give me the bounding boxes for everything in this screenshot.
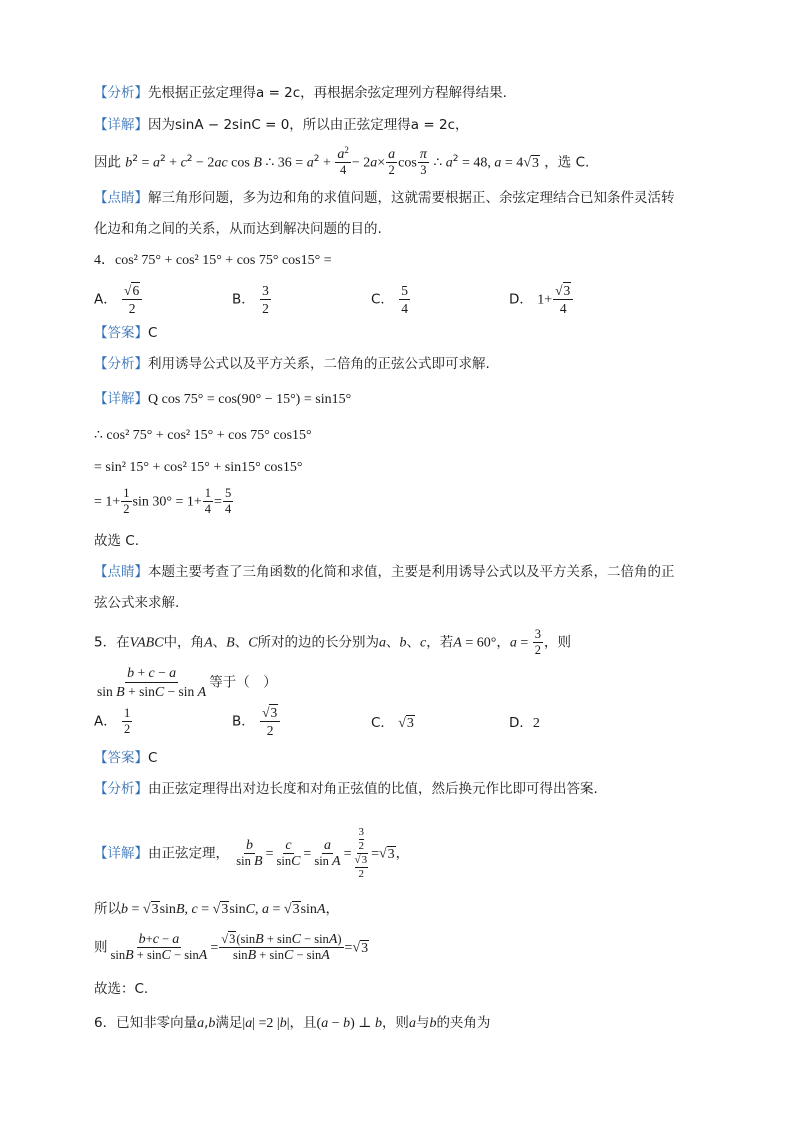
q6-stem-mid2: ，且 xyxy=(289,1015,317,1031)
q5-conclusion: 故选：C. xyxy=(94,981,149,997)
q5-so-prefix: 所以 xyxy=(94,901,121,917)
q4-analysis xyxy=(94,354,490,374)
q4-conclusion: 故选 C. xyxy=(94,533,140,549)
q5-answer xyxy=(94,748,157,768)
q5-stem-line1: 5．在VABC中，角A、B、C所对的边的长分别为a、b、c，若A = 60°，a = $\frac{3}{2}$ ，则 xyxy=(94,627,571,657)
solution-tag: 【详解】 xyxy=(94,845,148,862)
q5-stem-prefix: 5．在 xyxy=(94,634,130,651)
q6-stem-mid: 满足 xyxy=(215,1015,243,1031)
q5-stem-line2: $\frac{b + c - a}{\text{sin B + sinC − sin A}}$ 等于（ ） xyxy=(97,665,277,700)
q5-option-d xyxy=(509,711,540,732)
option-d-label: D． xyxy=(509,715,533,731)
q3-remark-text-1: 解三角形问题，多为边和角的求值问题，这就需要根据正、余弦定理结合已知条件灵活转 xyxy=(148,190,675,206)
answer-tag: 【答案】 xyxy=(94,325,148,341)
q5-answer-value: C xyxy=(148,750,158,766)
q5-option-a: A． $\frac{1}{2}$ xyxy=(94,706,131,736)
q4-step-2: = sin² 15° + cos² 15° + sin15° cos15° xyxy=(94,460,303,475)
answer-tag: 【答案】 xyxy=(94,750,148,766)
q5-stem-tail2: 等于（ ） xyxy=(209,674,277,691)
q5-then-prefix: 则 xyxy=(94,939,108,956)
q3-analysis xyxy=(94,83,507,103)
q4-solution xyxy=(94,389,351,410)
q6-stem-mid3: ，则 xyxy=(381,1015,409,1031)
analysis-tag: 【分析】 xyxy=(94,356,148,372)
analysis-tag: 【分析】 xyxy=(94,781,148,797)
q5-final-ratio: 则 $\frac{b+c - a}{\sin B + \sin C - \sin A}$ = $\frac{√3(\sin B + \sin C - \sin A)}{\sin B + \sin C - \sin A}$ =√3 xyxy=(94,932,369,963)
q5-analysis-text: 由正弦定理得出对边长度和对角正弦值的比值，然后换元作比即可得出答案. xyxy=(148,781,598,797)
q4-step-3: = 1+ $\frac{1}{2}$ sin 30° = 1+ $\frac{1}{4}$ = $\frac{5}{4}$ xyxy=(94,486,232,516)
q5-stem-mid2: 所对的边的长分别为 xyxy=(257,634,380,651)
q5-stem-mid3: ，若 xyxy=(426,634,454,651)
q3-derivation-prefix: 因此 xyxy=(94,154,121,171)
q3-solution-text: 因为sinA − 2sinC = 0，所以由正弦定理得a = 2c， xyxy=(148,117,469,133)
q6-stem-mid4: 与 xyxy=(415,1015,430,1031)
q4-option-d: D． 1+ $\frac{√3}{4}$ xyxy=(509,282,574,317)
option-c-label: C． xyxy=(371,715,394,731)
q4-stem: 4．cos² 75° + cos² 15° + cos 75° cos15° = xyxy=(94,253,332,268)
q4-remark-line1 xyxy=(94,562,675,582)
solution-tag: 【详解】 xyxy=(94,117,148,133)
q6-stem-tail: 的夹角为 xyxy=(436,1015,491,1031)
option-c-label: C． xyxy=(371,291,394,308)
q5-option-d-value: 2 xyxy=(532,716,540,731)
solution-tag: 【详解】 xyxy=(94,391,148,407)
remark-tag: 【点睛】 xyxy=(94,190,148,206)
q4-option-c: C． $\frac{5}{4}$ xyxy=(371,283,408,316)
q4-remark-text-1: 本题主要考查了三角函数的化简和求值，主要是利用诱导公式以及平方关系，二倍角的正 xyxy=(148,564,675,580)
q4-step-1: ∴ cos² 75° + cos² 15° + cos 75° cos15° xyxy=(94,428,312,443)
q6-stem-prefix: 6．已知非零向量 xyxy=(94,1015,198,1031)
q4-solution-text: Q cos 75° = cos(90° − 15°) = sin15° xyxy=(148,392,352,407)
q4-remark-line2: 弦公式来求解. xyxy=(94,595,180,611)
option-b-label: B． xyxy=(232,291,255,308)
remark-tag: 【点睛】 xyxy=(94,564,148,580)
q5-solution: 【详解】由正弦定理， $\frac{b}{\text{sin B}}$ = $\frac{c}{\sin C}$ = $\frac{a}{\text{sin A}}$ = $\frac{\frac{3}{2}}{\frac{√3}{2}}$ =√3， xyxy=(94,826,410,880)
q4-option-b: B． $\frac{3}{2}$ xyxy=(232,283,269,316)
option-b-label: B． xyxy=(232,713,255,730)
option-a-label: A． xyxy=(94,713,117,730)
q6-stem: 6．已知非零向量a,b满足|a| =2 |b|，且(a − b) ⊥ b，则a与b的夹角为 xyxy=(94,1015,491,1031)
q4-analysis-text: 利用诱导公式以及平方关系，二倍角的正弦公式即可求解. xyxy=(148,356,490,372)
q5-stem-mid: 中，角 xyxy=(163,634,205,651)
q3-solution xyxy=(94,115,469,135)
q5-option-c: C． √3 xyxy=(371,715,414,731)
q5-solution-prefix: 由正弦定理， xyxy=(148,845,229,862)
q4-option-a: A． $\frac{√6}{2}$ xyxy=(94,282,143,317)
option-a-label: A． xyxy=(94,291,117,308)
q3-derivation-tail: ，选 C. xyxy=(544,154,590,171)
q5-stem-tail: ，则 xyxy=(543,634,571,651)
q3-remark-line2: 化边和角之间的关系，从而达到解决问题的目的. xyxy=(94,221,382,237)
q3-derivation: 因此 $b^2 = a^2 + c^2 - 2ac$ cos B ∴ $36 = a^2$ + $\frac{a^2}{4}$ − 2a× $\frac{a}{2}$ cos $\frac{\pi}{3}$ ∴ $a^2 = 48$, a = 4√3 ，选 C. xyxy=(94,144,590,177)
q4-answer xyxy=(94,323,157,343)
q5-substitution: 所以b = √3sinB, c = √3sinC, a = √3sinA， xyxy=(94,901,339,917)
option-d-label: D． xyxy=(509,291,533,308)
q5-analysis xyxy=(94,779,598,799)
q4-answer-value: C xyxy=(148,325,158,341)
q3-analysis-text: 先根据正弦定理得a = 2c，再根据余弦定理列方程解得结果. xyxy=(148,85,507,101)
q5-option-b: B． $\frac{√3}{2}$ xyxy=(232,704,281,739)
analysis-tag: 【分析】 xyxy=(94,85,148,101)
q3-remark-line1 xyxy=(94,188,675,208)
